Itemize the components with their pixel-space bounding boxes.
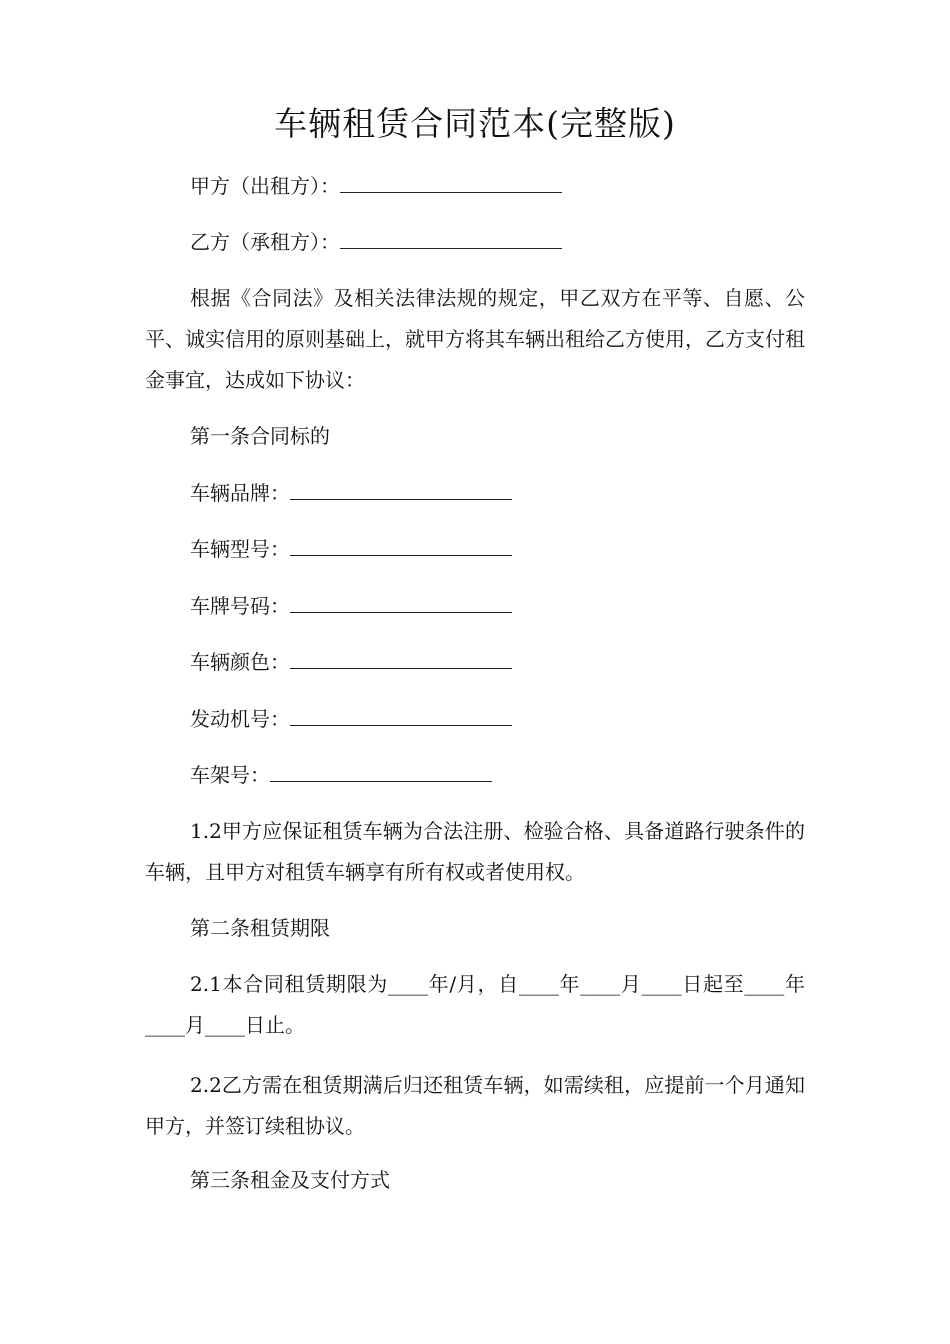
engine-number-line [190, 705, 512, 733]
vehicle-color-blank[interactable] [290, 648, 512, 669]
party-a-line [190, 172, 562, 200]
vehicle-brand-label: 车辆品牌： [190, 481, 290, 505]
article-2-heading: 第二条租赁期限 [190, 916, 330, 940]
vehicle-model-blank[interactable] [290, 535, 512, 556]
plate-number-line [190, 592, 512, 620]
party-b-blank[interactable] [340, 228, 562, 249]
party-a-label: 甲方（出租方）： [190, 174, 340, 198]
party-b-line [190, 228, 562, 256]
frame-number-label: 车架号： [190, 763, 270, 787]
vehicle-brand-blank[interactable] [290, 479, 512, 500]
clause-2-1: 2.1本合同租赁期限为____年/月，自____年____月____日起至____年____月____日止。 [145, 972, 805, 1037]
plate-number-blank[interactable] [290, 592, 512, 613]
document-title: 车辆租赁合同范本(完整版) [274, 104, 676, 143]
vehicle-color-line [190, 648, 512, 676]
vehicle-model-line [190, 535, 512, 563]
engine-number-blank[interactable] [290, 705, 512, 726]
party-b-label: 乙方（承租方）： [190, 230, 340, 254]
article-3-heading: 第三条租金及支付方式 [190, 1168, 390, 1192]
vehicle-model-label: 车辆型号： [190, 537, 290, 561]
preamble-paragraph: 根据《合同法》及相关法律法规的规定，甲乙双方在平等、自愿、公平、诚实信用的原则基础上，就甲方将其车辆出租给乙方使用，乙方支付租金事宜，达成如下协议： [145, 286, 805, 392]
clause-2-2: 2.2乙方需在租赁期满后归还租赁车辆，如需续租，应提前一个月通知甲方，并签订续租协议。 [145, 1073, 805, 1138]
vehicle-color-label: 车辆颜色： [190, 650, 290, 674]
party-a-blank[interactable] [340, 172, 562, 193]
clause-1-2: 1.2甲方应保证租赁车辆为合法注册、检验合格、具备道路行驶条件的车辆，且甲方对租赁车辆享有所有权或者使用权。 [145, 819, 805, 884]
article-1-heading: 第一条合同标的 [190, 424, 330, 448]
vehicle-brand-line [190, 479, 512, 507]
plate-number-label: 车牌号码： [190, 594, 290, 618]
frame-number-blank[interactable] [270, 761, 492, 782]
frame-number-line [190, 761, 492, 789]
engine-number-label: 发动机号： [190, 707, 290, 731]
